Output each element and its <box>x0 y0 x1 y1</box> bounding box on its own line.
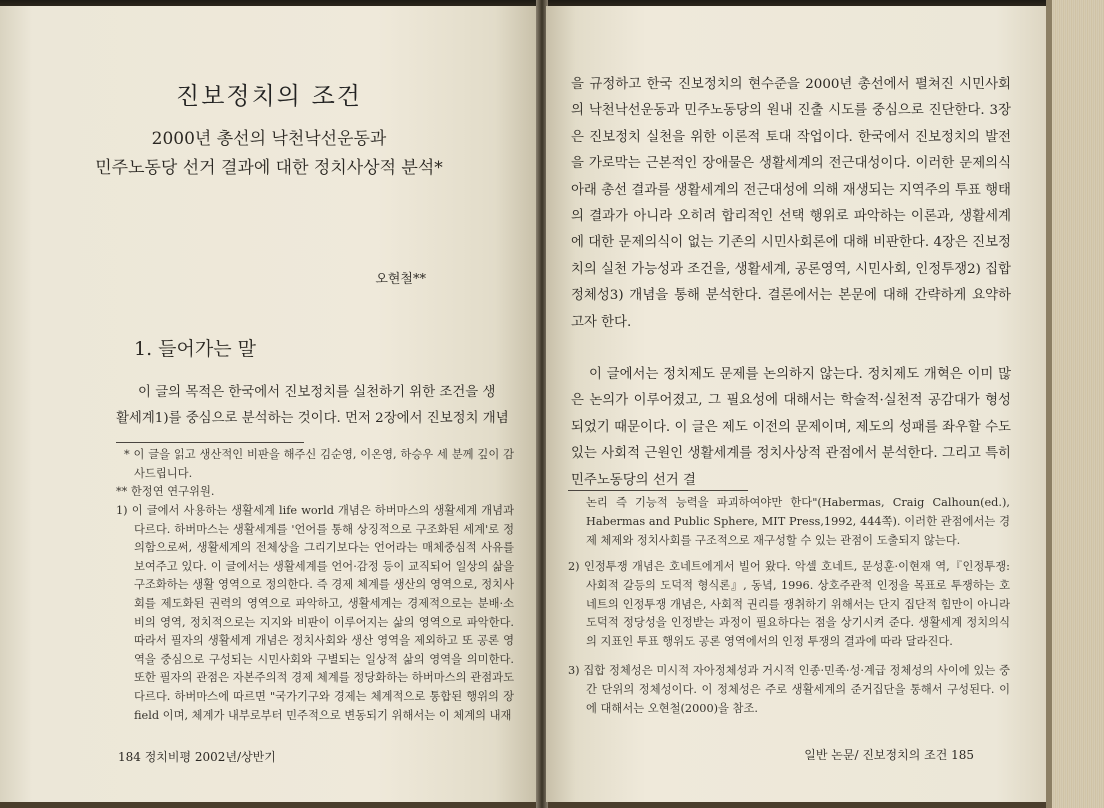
page-folio-left: 184 정치비평 2002년/상반기 <box>118 750 276 764</box>
article-subtitle-line2: 민주노동당 선거 결과에 대한 정치사상적 분석* <box>95 158 443 178</box>
paragraph-1-text: 을 규정하고 한국 진보정치의 현수준을 2000년 총선에서 펼쳐진 시민사회의 낙천낙선운동과 민주노동당의 원내 진출 시도를 중심으로 진단한다. 3장은 진보정치 실천을 위한 이론적 토대 작업이다. 한국에서 진보정치의 발전을 가로막는 근본적인 장애물은 생활세계의 전근대성이다. 이러한 문제의식 아래 총선 결과를 생활세계의 전근대성에 의해 재생되는 지역주의 투표 행태의 결과가 아니라 오히려 합리적인 선택 행위로 파악하는 이론과, 생활세계에 대한 문제의식이 없는 기존의 시민사회론에 대해 비판한다. 4장은 진보정치의 실천 가능성과 조건을, 생활세계, 공론영역, 시민사회, 인정투쟁2) 집합 정체성3) 개념을 통해 분석한다. 결론에서는 본문에 대해 간략하게 요약하고자 한다. <box>571 77 1011 330</box>
page-stack-edge <box>1046 0 1104 808</box>
section-heading: 1. 들어가는 말 <box>134 338 256 360</box>
page-stack-shadow <box>1046 0 1052 808</box>
author-name: 오현철** <box>375 272 426 287</box>
footnote-rule <box>116 442 304 443</box>
footnote-continued: 논리 즉 기능적 능력을 파괴하여야만 한다"(Habermas, Craig Calhoun(ed.), Habermas and Public Sphere, MIT Press,1992, 444쪽). 이러한 관점에서는 경제 체제와 정치사회를 구조적으로 재구성할 수 있는 관점이 도출되지 않는다. <box>586 496 1010 547</box>
footnote-doublestar: ** 한정연 연구위원. <box>116 485 215 498</box>
page-folio-right: 일반 논문/ 진보정치의 조건 185 <box>804 748 974 762</box>
footnote-2: 2) 인정투쟁 개념은 호네트에게서 빌어 왔다. 악셀 호네트, 문성훈·이현재 역,『인정투쟁: 사회적 갈등의 도덕적 형식론』, 동녘, 1996. 상호주관적 인정을 목표로 투쟁하는 호네트의 인정투쟁 개념은, 사회적 권리를 쟁취하기 위해서는 단지 집단적 힘만이 아니라 도덕적 정당성을 인정받는 과정이 필요하다는 점을 상기시켜 준다. 생활세계 정치의식의 지표인 투표 행위도 공론 영역에서의 인정 투쟁의 결과에 따라 달라진다. <box>568 560 1010 649</box>
article-title: 진보정치의 조건 <box>176 82 362 110</box>
footnote-star: * 이 글을 읽고 생산적인 비판을 해주신 김순영, 이온영, 하승우 세 분께 깊이 감사드립니다. <box>124 448 514 480</box>
left-page <box>0 6 538 802</box>
footnote-rule-right <box>568 490 748 491</box>
paragraph-2-text: 이 글에서는 정치제도 문제를 논의하지 않는다. 정치제도 개혁은 이미 많은 논의가 이루어졌고, 그 필요성에 대해서는 학술적·실천적 공감대가 형성되었기 때문이다. 이 글은 제도 이전의 문제이며, 제도의 성패를 좌우할 수도 있는 사회적 근원인 생활세계를 정치사상적 관점에서 분석한다. 그리고 특히 민주노동당의 선거 결 <box>571 367 1011 488</box>
body-line-2: 활세계1)를 중심으로 분석하는 것이다. 먼저 2장에서 진보정치 개념 <box>116 411 509 426</box>
right-paragraph-2 <box>571 362 1011 494</box>
footnote-1: 1) 이 글에서 사용하는 생활세계 life world 개념은 하버마스의 생활세계 개념과 다르다. 하버마스는 생활세계를 '언어를 통해 상징적으로 구조화된 세계'로 정의함으로써, 생활세계의 전체상을 그리기보다는 언어라는 매체중심적 사유를 보여주고 있다. 이 글에서는 생활세계를 언어·감정 등이 교직되어 일상의 삶을 구조화하는 생활 영역으로 정의한다. 즉 경제 체계를 생산의 영역으로, 정치사회를 제도화된 권력의 영역으로 파악하고, 생활세계는 경제적으로는 분배·소비의 영역, 정치적으로는 지지와 비판이 이루어지는 삶의 영역으로 파악한다. 따라서 필자의 생활세계 개념은 정치사회와 생산 영역을 제외하고 또 공론 영역을 중심으로 구성되는 시민사회와 구별되는 일상적 삶의 영역을 의미한다. 또한 필자의 관점은 자본주의적 경제 체계를 정당화하는 하버마스의 관점과도 다르다. 하버마스에 따르면 "국가기구와 경제는 체계적으로 통합된 행위의 장 field 이며, 체계가 내부로부터 민주적으로 변동되기 위해서는 이 체계의 내재 <box>116 504 514 722</box>
footnote-3: 3) 집합 정체성은 미시적 자아정체성과 거시적 인종·민족·성·계급 정체성의 사이에 있는 중간 단위의 정체성이다. 이 정체성은 주로 생활세계의 준거집단을 통해서 구성된다. 이에 대해서는 오현철(2000)을 참조. <box>568 664 1010 715</box>
right-page <box>546 6 1046 802</box>
article-subtitle-line1: 2000년 총선의 낙천낙선운동과 <box>151 129 387 149</box>
right-paragraph-1 <box>571 72 1011 336</box>
body-line-1: 이 글의 목적은 한국에서 진보정치를 실천하기 위한 조건을 생 <box>138 385 496 400</box>
